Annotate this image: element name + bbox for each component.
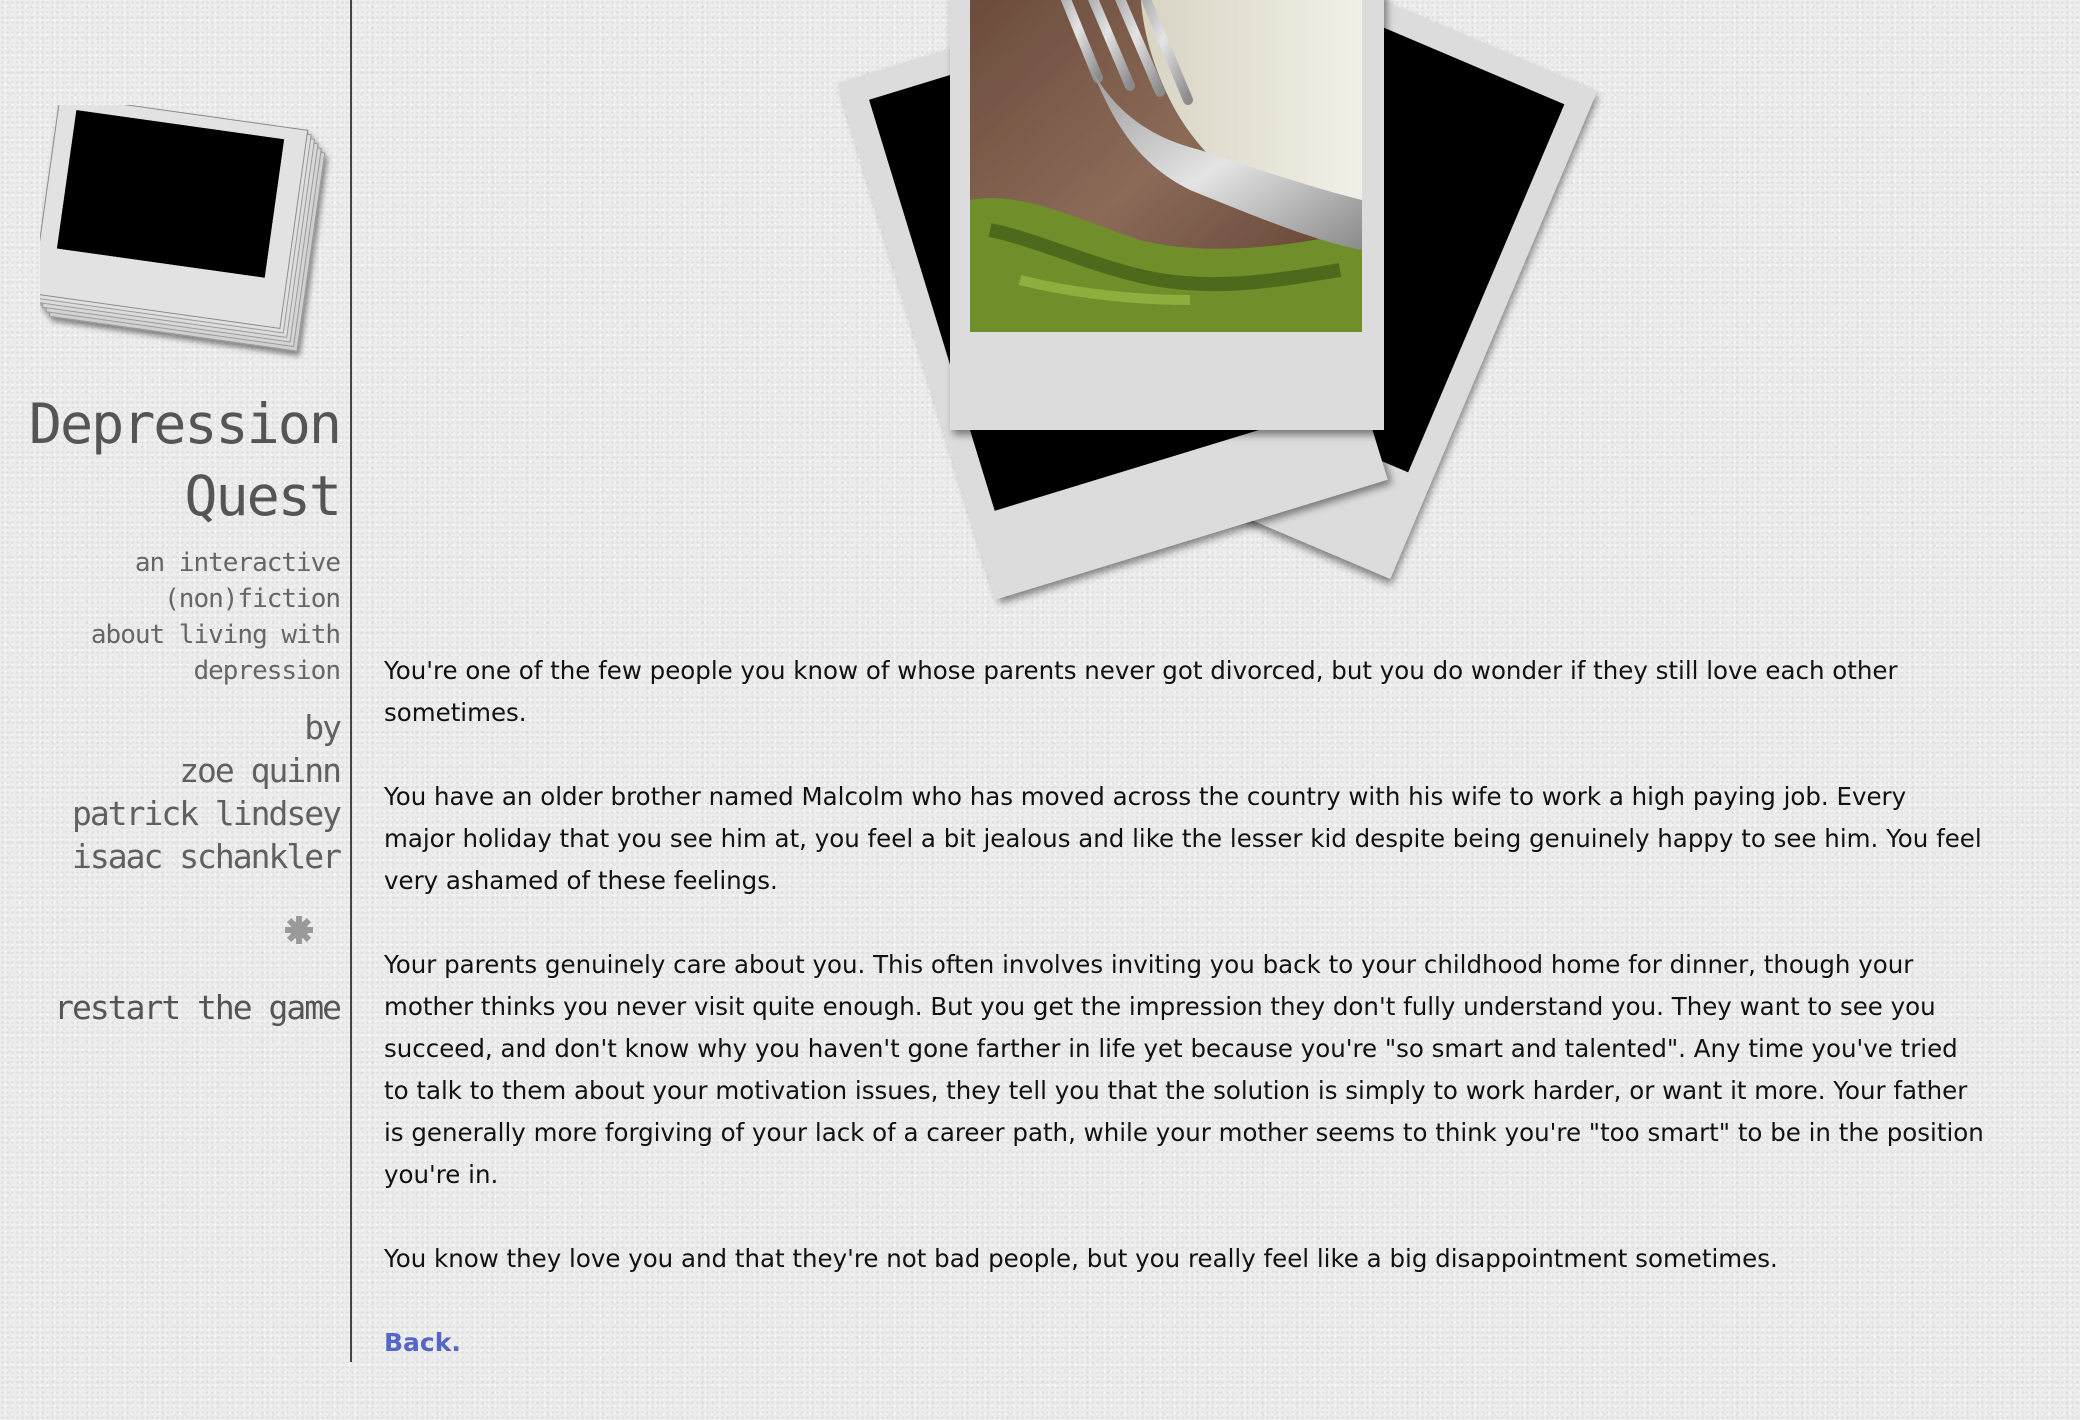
story-paragraph: You're one of the few people you know of whose parents never got divorced, but you do wonder if they still love each other sometimes.: [384, 656, 1898, 727]
subtitle-line: about living with: [90, 620, 340, 650]
credits: [20, 706, 340, 878]
polaroid-photos-image: [720, 0, 1620, 620]
story-content: [384, 650, 1984, 1364]
subtitle-line: an interactive: [134, 548, 340, 578]
sidebar: [0, 0, 352, 1362]
story-paragraph: You know they love you and that they're not bad people, but you really feel like a big disappointment sometimes.: [384, 1244, 1778, 1273]
story-paragraph: Your parents genuinely care about you. This often involves inviting you back to your childhood home for dinner, though your mother thinks you never visit quite enough. But you get the impression they don't fully understand you. They want to see you succeed, and don't know why you haven't gone farther in life yet because you're "so smart and talented". Any time you've tried to talk to them about your motivation issues, they tell you that the solution is simply to work harder, or want it more. Your father is generally more forgiving of your lack of a career path, while your mother seems to think you're "too smart" to be in the position you're in.: [384, 950, 1984, 1189]
photo-stack-logo-icon: [40, 105, 360, 365]
restart-game-link[interactable]: restart the game: [54, 988, 340, 1027]
title-line-2: Quest: [184, 464, 340, 528]
title-line-1: Depression: [28, 392, 340, 456]
subtitle-line: (non)fiction: [164, 584, 340, 614]
game-title: [10, 388, 340, 532]
author-name: zoe quinn: [179, 751, 340, 790]
subtitle-line: depression: [193, 656, 340, 686]
gear-icon[interactable]: [284, 915, 314, 945]
back-link[interactable]: Back.: [384, 1328, 461, 1357]
game-subtitle: [20, 545, 340, 689]
by-label: by: [304, 708, 340, 747]
story-paragraph: You have an older brother named Malcolm who has moved across the country with his wife to work a high paying job. Every major holiday that you see him at, you feel a bit jealous and like the lesser kid despite being genuinely happy to see him. You feel very ashamed of these feelings.: [384, 782, 1982, 895]
author-name: isaac schankler: [71, 837, 340, 876]
author-name: patrick lindsey: [71, 794, 340, 833]
